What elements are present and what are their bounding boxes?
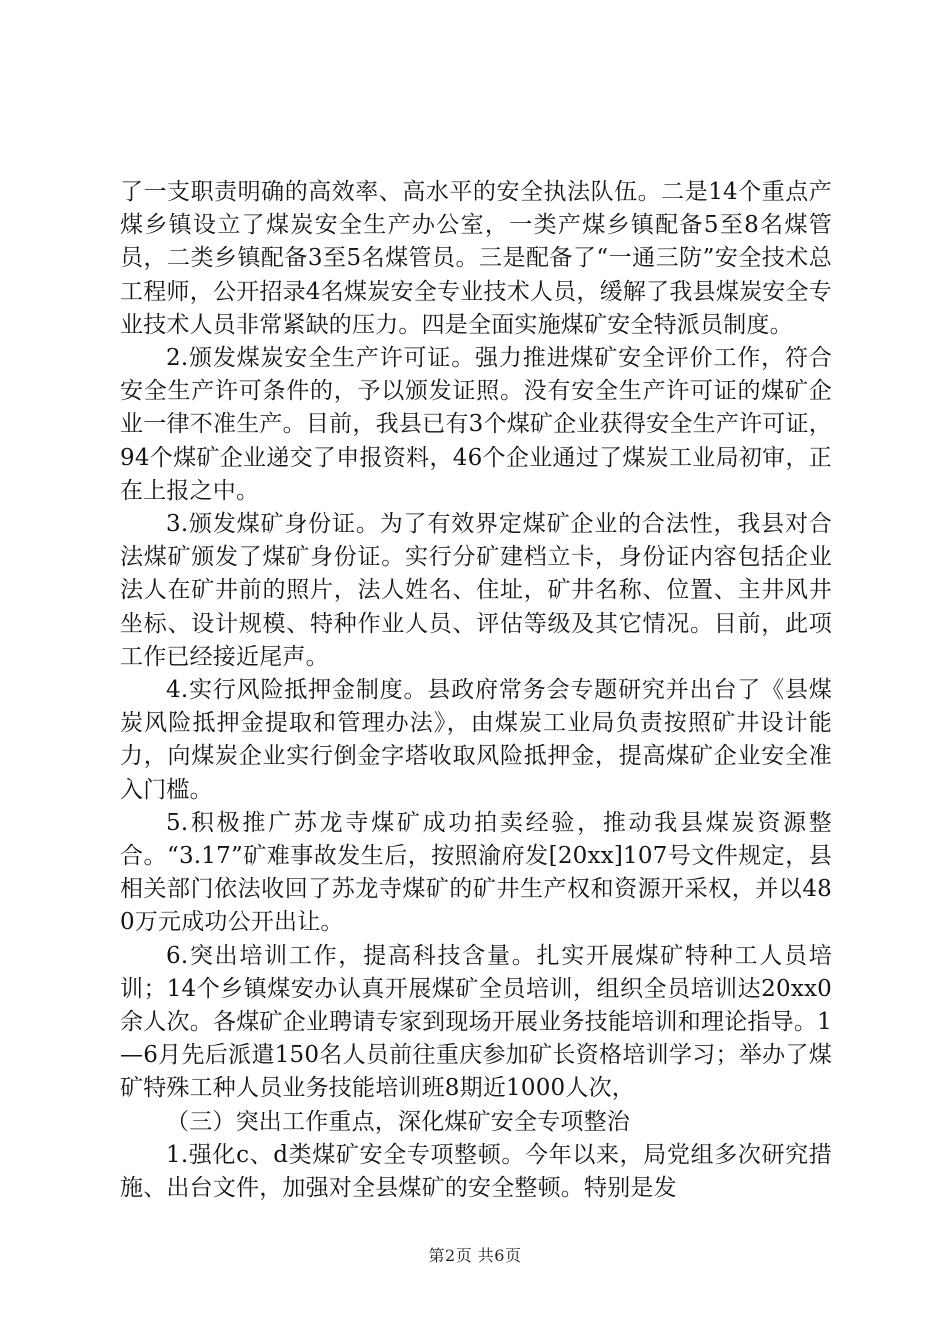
- paragraph-subitem-1: 1.强化c、d类煤矿安全专项整顿。今年以来，局党组多次研究措施、出台文件，加强对全县煤矿的安全整顿。特别是发: [120, 1141, 832, 1202]
- paragraph-item-5: 5.积极推广苏龙寺煤矿成功拍卖经验，推动我县煤炭资源整合。“3.17”矿难事故发生后，按照渝府发[20xx]107号文件规定，县相关部门依法收回了苏龙寺煤矿的矿井生产权和资源开采权，并以480万元成功公开出让。: [120, 809, 832, 936]
- paragraph-continuation: 了一支职责明确的高效率、高水平的安全执法队伍。二是14个重点产煤乡镇设立了煤炭安全生产办公室，一类产煤乡镇配备5至8名煤管员，二类乡镇配备3至5名煤管员。三是配备了“一通三防”安全技术总工程师，公开招录4名煤炭安全专业技术人员，缓解了我县煤炭安全专业技术人员非常紧缺的压力。四是全面实施煤矿安全特派员制度。: [120, 179, 832, 338]
- section-heading: （三）突出工作重点，深化煤矿安全专项整治: [166, 1108, 630, 1135]
- paragraph-item-6: 6.突出培训工作，提高科技含量。扎实开展煤矿特种工人员培训；14个乡镇煤安办认真开展煤矿全员培训，组织全员培训达20xx0余人次。各煤矿企业聘请专家到现场开展业务技能培训和理论指导。1—6月先后派遣150名人员前往重庆参加矿长资格培训学习；举办了煤矿特殊工种人员业务技能培训班8期近1000人次，: [120, 942, 832, 1102]
- document-body: [120, 176, 832, 1205]
- paragraph-item-2: 2.颁发煤炭安全生产许可证。强力推进煤矿安全评价工作，符合安全生产许可条件的，予以颁发证照。没有安全生产许可证的煤矿企业一律不准生产。目前，我县已有3个煤矿企业获得安全生产许可证，94个煤矿企业递交了申报资料，46个企业通过了煤炭工业局初审，正在上报之中。: [120, 345, 832, 504]
- paragraph-item-3: 3.颁发煤矿身份证。为了有效界定煤矿企业的合法性，我县对合法煤矿颁发了煤矿身份证。实行分矿建档立卡，身份证内容包括企业法人在矿井前的照片，法人姓名、住址，矿井名称、位置、主井风井坐标、设计规模、特种作业人员、评估等级及其它情况。目前，此项工作已经接近尾声。: [120, 511, 832, 670]
- paragraph-item-4: 4.实行风险抵押金制度。县政府常务会专题研究并出台了《县煤炭风险抵押金提取和管理办法》，由煤炭工业局负责按照矿井设计能力，向煤炭企业实行倒金字塔收取风险抵押金，提高煤矿企业安全准入门槛。: [120, 677, 832, 803]
- page-number-footer: 第2页 共6页: [428, 1246, 522, 1265]
